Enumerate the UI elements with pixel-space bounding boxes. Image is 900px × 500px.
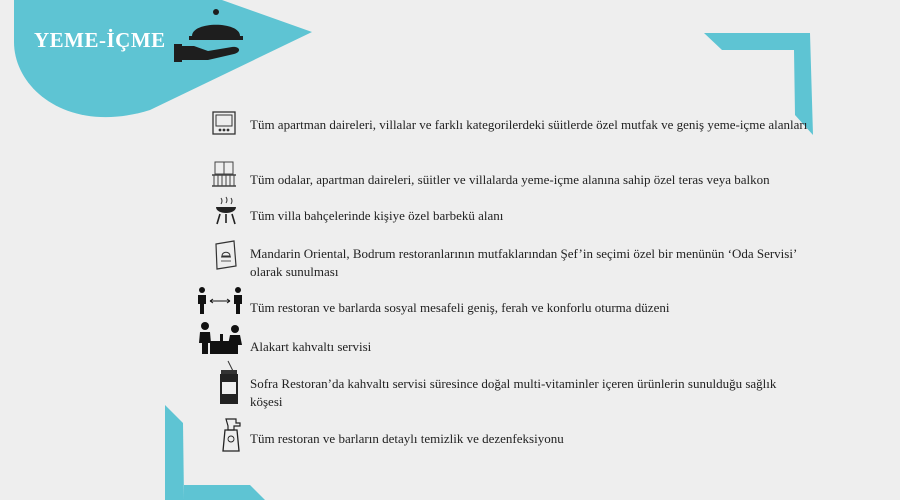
- list-item: Tüm apartman daireleri, villalar ve farklı kategorilerdeki süitlerde özel mutfak ve geniş yeme-içme alanları: [250, 117, 808, 132]
- list-item: Tüm odalar, apartman daireleri, süitler ve villalarda yeme-içme alanına sahip özel teras veya balkon: [250, 172, 770, 187]
- corner-bracket-bottom-left: [165, 405, 184, 500]
- list-item: Tüm restoran ve barların detaylı temizlik ve dezenfeksiyonu: [250, 431, 564, 446]
- list-item: Alakart kahvaltı servisi: [250, 339, 372, 354]
- vitamin-jar-icon: [218, 360, 240, 406]
- title-shape: [14, 0, 312, 117]
- social-distance-icon: [195, 286, 245, 316]
- list-item: Tüm restoran ve barlarda sosyal mesafeli geniş, ferah ve konforlu oturma düzeni: [250, 300, 670, 315]
- section-title: YEME-İÇME: [34, 28, 166, 52]
- disinfectant-spray-icon: [221, 417, 241, 453]
- barbecue-icon: [214, 196, 238, 226]
- breakfast-table-icon: [198, 321, 244, 355]
- cloche-hand-icon: [172, 8, 244, 68]
- menu-card-icon: [213, 240, 239, 270]
- list-item: Sofra Restoran’da kahvaltı servisi süresince doğal multi-vitaminler içeren ürünlerin sunulduğu sağlık köşesi: [250, 376, 777, 409]
- stove-icon: [211, 110, 237, 136]
- list-item: Tüm villa bahçelerinde kişiye özel barbekü alanı: [250, 208, 504, 223]
- balcony-icon: [211, 160, 237, 188]
- list-item: Mandarin Oriental, Bodrum restoranlarının mutfaklarından Şef’in seçimi özel bir menünün ‘Oda Servisi’ olarak sunulması: [250, 246, 797, 279]
- corner-bracket-bottom-edge: [184, 485, 265, 500]
